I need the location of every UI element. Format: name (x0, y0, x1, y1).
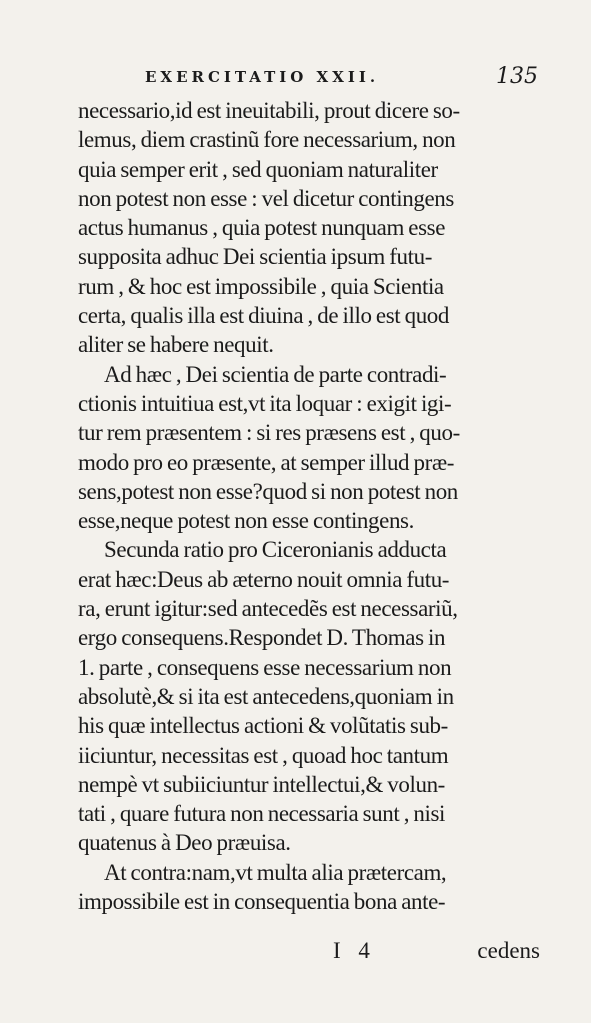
page-number: 135 (496, 64, 538, 89)
text-line: supposita adhuc Dei scientia ipsum futu- (78, 244, 432, 270)
text-line: actus humanus , quia potest nunquam esse (78, 215, 446, 241)
text-line: certa, qualis illa est diuina , de illo est quod (78, 303, 450, 329)
running-title: EXERCITATIO XXII. (145, 68, 380, 86)
text-line: modo pro eo præsente, at semper illud præ- (78, 449, 455, 475)
text-line: tati , quare futura non necessaria sunt , nisi (78, 801, 446, 827)
text-body (78, 96, 540, 916)
text-line: 1. parte , consequens esse necessarium non (78, 654, 452, 680)
text-line: ergo consequens.Respondet D. Thomas in (78, 625, 446, 651)
text-line: nempè vt subiiciuntur intellectui,& volun- (78, 771, 445, 797)
text-line: erat hæc:Deus ab æterno nouit omnia futu- (78, 566, 450, 592)
text-line: ra, erunt igitur:sed antecedẽs est necessariũ, (78, 596, 458, 622)
text-line: absolutè,& si ita est antecedens,quoniam in (78, 683, 454, 709)
text-line: quatenus à Deo præuisa. (78, 830, 291, 856)
catchword: cedens (477, 938, 540, 963)
paragraph-start-line: At contra:nam,vt multa alia prætercam, (104, 859, 447, 885)
page-footer (78, 938, 540, 968)
text-line: his quæ intellectus actioni & volũtatis sub- (78, 713, 448, 739)
text-line: impossibile est in consequentia bona ante- (78, 889, 446, 915)
text-line: necessario,id est ineuitabili, prout dicere so- (78, 98, 460, 123)
text-line: lemus, diem crastinũ fore necessarium, non (78, 127, 456, 153)
paragraph-start-line: Ad hæc , Dei scientia de parte contradi- (104, 361, 447, 387)
text-line: rum , & hoc est impossibile , quia Scientia (78, 273, 444, 299)
text-line: non potest non esse : vel dicetur contingens (78, 185, 454, 211)
text-line: esse,neque potest non esse contingens. (78, 508, 414, 534)
text-line: tur rem præsentem : si res præsens est , quo- (78, 420, 460, 446)
page-header (90, 64, 550, 94)
text-line: sens,potest non esse?quod si non potest non (78, 478, 458, 504)
text-line: iiciuntur, necessitas est , quoad hoc tantum (78, 742, 449, 768)
paragraph-start-line: Secunda ratio pro Ciceronianis adducta (104, 537, 447, 563)
text-line: ctionis intuitiua est,vt ita loquar : exigit igi- (78, 390, 452, 416)
text-line: aliter se habere nequit. (78, 332, 274, 358)
signature-mark: I 4 (333, 938, 376, 963)
text-line: quia semper erit , sed quoniam naturaliter (78, 156, 438, 182)
